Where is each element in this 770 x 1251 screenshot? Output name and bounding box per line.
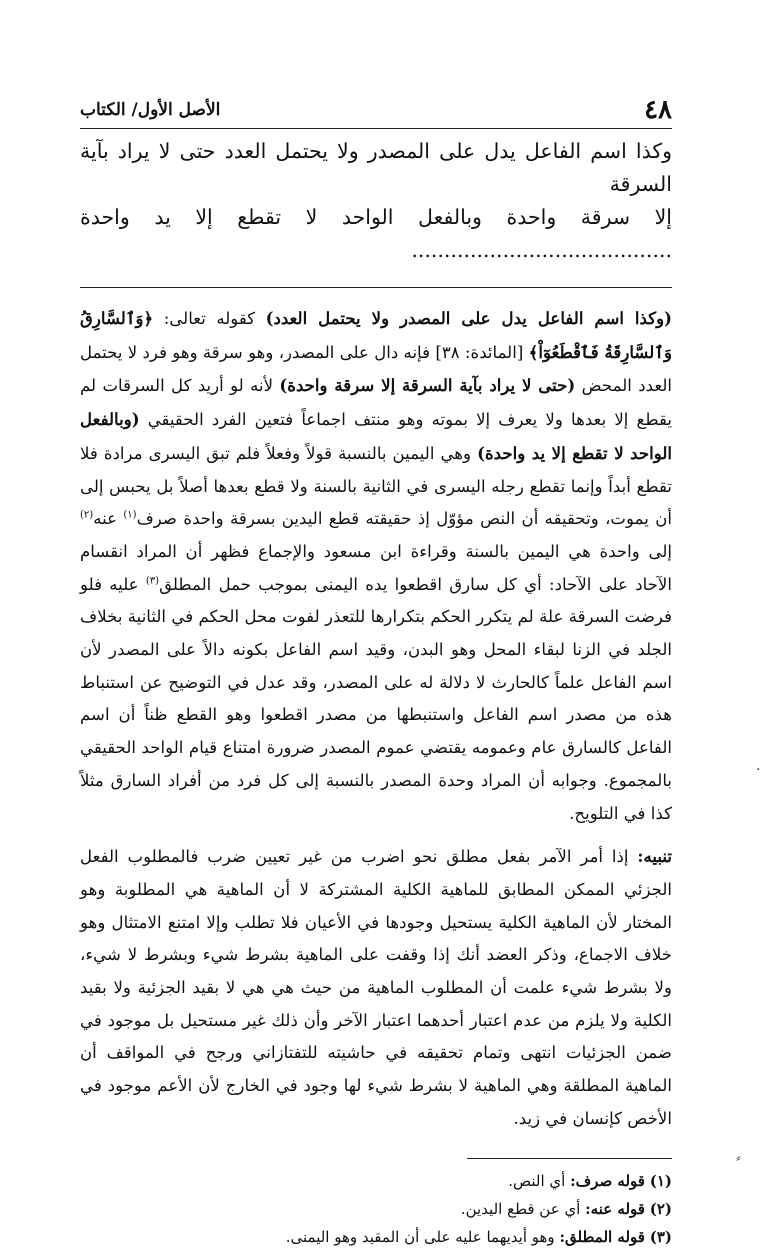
footnote-ref: (٢) [80,509,94,521]
quoted-phrase: (حتى لا يراد بآية السرقة إلا سرقة واحدة) [279,375,576,396]
footnote-rule [467,1158,672,1159]
main-text-line: وكذا اسم الفاعل يدل على المصدر ولا يحتمل العدد حتى لا يراد بآية السرقة [80,139,672,196]
quoted-phrase: (وبالفعل الواحد لا تقطع إلا يد واحدة) [80,409,672,463]
commentary-paragraph: (وكذا اسم الفاعل يدل على المصدر ولا يحتمل العدد) كقوله تعالى: ﴿وَٱلسَّارِقُ وَٱلسَّارِقَةُ فَٱقْطَعُوٓاْ﴾ [المائدة: ٣٨] فإنه دال على المصدر، وهو سرقة وهو فرد لا يحتمل العدد المحض (حتى لا يراد بآية السرقة إلا سرقة واحدة) لأنه لو أريد كل السرقات لم يقطع إلا بعدها ولا يعرف إلا بموته وهو منتف اجماعاً فتعين الفرد الحقيقي (وبالفعل الواحد لا تقطع إلا يد واحدة) وهي اليمين بالنسبة قولاً وفعلاً فلم تبق اليسرى مرادة فلا تقطع أبداً وإنما تقطع رجله اليسرى في الثانية بالسنة ولا قطع بعدها أصلاً بل يحبس إلى أن يموت، وتحقيقه أن النص مؤوّل إذ حقيقته قطع اليدين بسرقة واحدة صرف$^{(١)}$ عنه$^{(٢)}$ إلى واحدة هي اليمين بالسنة وقراءة ابن مسعود والإجماع فظهر أن المراد انقسام الآحاد على الآحاد: أي كل سارق اقطعوا يده اليمنى بموجب حمل المطلق$^{(٣)}$ عليه فلو فرضت السرقة علة لم يتكرر الحكم بتكرارها للتعذر لفوت محل الحكم في الثانية بخلاف الجلد في الزنا لبقاء المحل وهو البدن، وقيد اسم الفاعل بكونه دالاً على المصدر لأن اسم الفاعل علماً كالحارث لا دلالة له على المصدر، وقد عدل في التوضيح عن استنباط هذه من مصدر اسم الفاعل واستنبطها من مصدر اقطعوا وهو القطع ظناً أن اسم الفاعل كالسارق عام وعمومه يقتضي عموم المصدر ضرورة امتناع قيام الواحد الحقيقي بالمجموع. وجوابه أن المراد وحدة المصدر بالنسبة إلى كل فرد من أفراد السارق مثلاً كذا في التلويح. [80,308,672,823]
margin-mark: ⸗ [736,1150,741,1166]
footnote-ref: (١) [123,509,137,521]
footnote: (٢) قوله عنه: أي عن قطع اليدين. [460,1199,672,1218]
margin-mark: · [756,762,761,778]
quran-verse: ﴿وَٱلسَّارِقُ وَٱلسَّارِقَةُ فَٱقْطَعُوٓاْ﴾ [80,308,672,362]
quoted-phrase: (وكذا اسم الفاعل يدل على المصدر ولا يحتمل العدد) [265,308,672,328]
page-header [80,92,672,129]
main-text [80,135,672,267]
running-title: الأصل الأول/ الكتاب [80,100,221,120]
footnote-ref: (٣) [145,575,160,587]
note-label: تنبيه: [637,846,672,867]
footnote: (٣) قوله المطلق: وهو أيديهما عليه على أن المقيد وهو اليمنى. [285,1227,672,1246]
commentary-paragraph: تنبيه: إذا أمر الآمر بفعل مطلق نحو اضرب من غير تعيين ضرب فالمطلوب الفعل الجزئي الممكن المطابق للماهية الكلية المشتركة لا أن الماهية هي المطلوبة وهو المختار لأن الماهية الكلية يستحيل وجودها في الأعيان فلا تطلب وإلا امتنع الامتثال وهو خلاف الاجماع، وذكر العضد أنك إذا وقفت على الماهية بشرط شيء وبشرط لا شيء، ولا بشرط شيء علمت أن المطلوب الماهية من حيث هي هي لا بقيد الجزئية ولا بقيد الكلية ولا يلزم من عدم اعتبار أحدهما اعتبار الآخر وأن ذلك غير مستحيل بل موجود في ضمن الجزئيات انتهى وتمام تحقيقه في حاشيته للتفتازاني ورجح في المواقف أن الماهية المطلقة وهي الماهية لا بشرط شيء لها وجود في الخارج لأن الأعم موجود في الأخص كإنسان في زيد. [80,846,672,1128]
main-text-line: إلا سرقة واحدة وبالفعل الواحد لا تقطع إلا يد واحدة ........................................ [80,205,672,262]
leader-dots: ........................................ [411,238,672,262]
page [80,92,672,1251]
footnote: (١) قوله صرف: أي النص. [508,1171,672,1190]
commentary [80,302,672,1136]
section-separator [80,287,672,288]
footnotes [80,1167,672,1251]
page-number: ٤٨ [644,95,672,125]
